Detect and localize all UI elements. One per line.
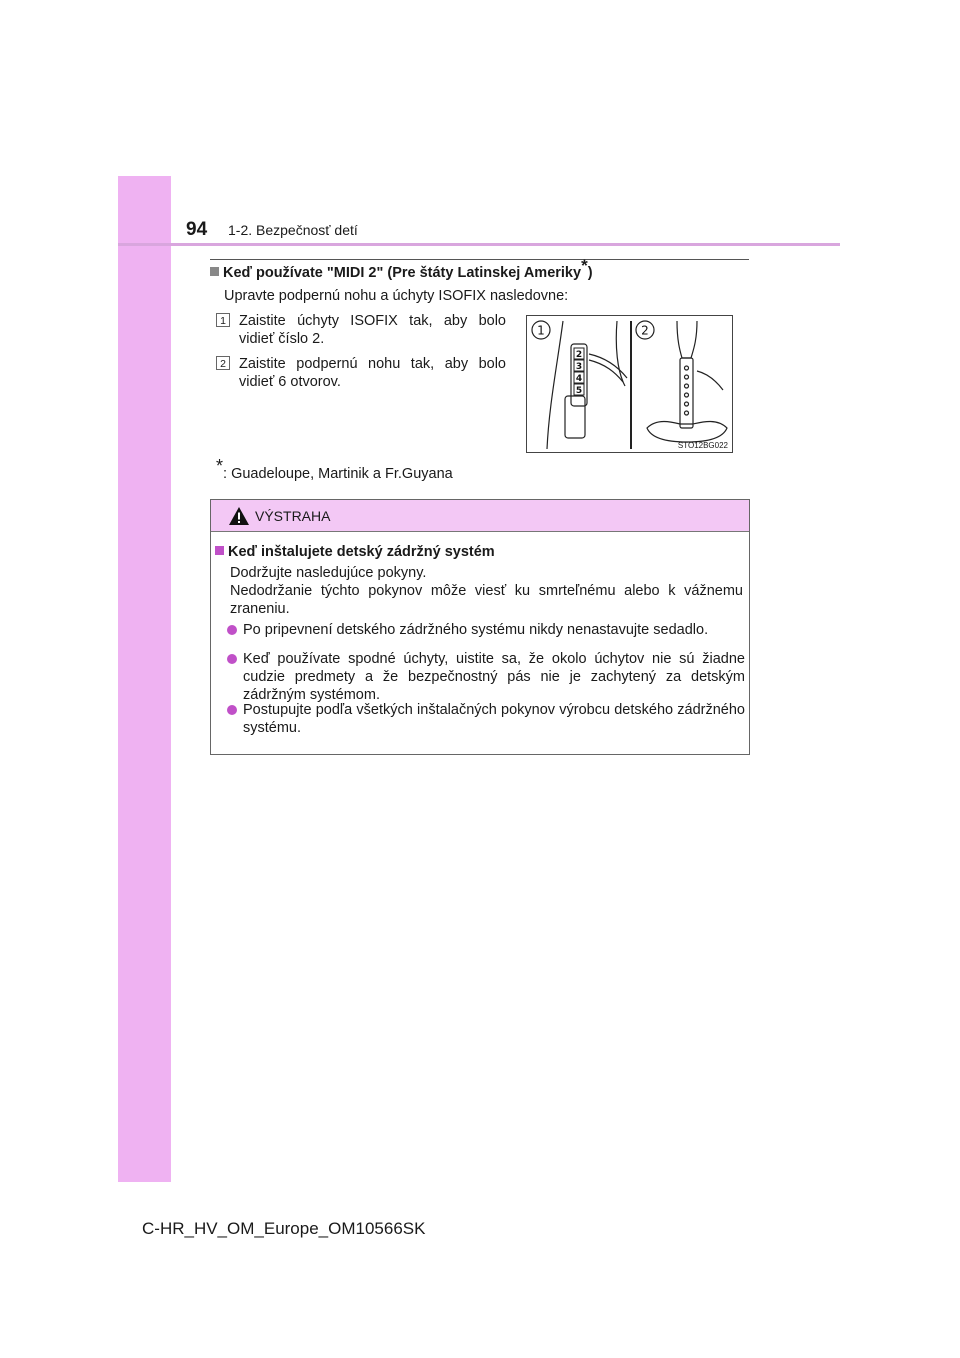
figure-code: STO12BG022 [677,441,728,450]
step-text: Zaistite podpernú nohu tak, aby bolo vidieť 6 otvorov. [239,356,506,390]
page-number: 94 [186,219,208,240]
step-number-badge: 2 [216,356,230,370]
warning-title: VÝSTRAHA [255,508,331,524]
warning-header [211,500,749,532]
square-bullet-icon [210,267,219,276]
figure-label-1: 1 [537,323,545,338]
midi-heading-close: ) [587,265,593,281]
warning-bullet [227,650,745,704]
bullet-text: Keď používate spodné úchyty, uistite sa, že okolo úchytov nie sú žiadne cudzie predmety a že bezpečnostný pás nie je zachytený za detským zádržným systémom. [243,651,745,703]
bullet-text: Po pripevnení detského zádržného systému nikdy nenastavujte sedadlo. [243,622,709,638]
step-1 [216,312,506,348]
header-rule [118,243,840,246]
square-bullet-icon [215,546,224,555]
isofix-illustration [527,316,734,454]
footnote-text: : Guadeloupe, Martinik a Fr.Guyana [223,466,453,482]
bullet-text: Postupujte podľa všetkých inštalačných pokynov výrobcu detského zádržného systému. [243,702,745,736]
warning-paragraph: Dodržujte nasledujúce pokyny. Nedodržanie týchto pokynov môže viesť ku smrteľnému alebo k vážnemu zraneniu. [230,565,743,617]
warning-bullet [227,701,745,737]
document-code: C-HR_HV_OM_Europe_OM10566SK [142,1219,426,1238]
warning-bullet [227,621,745,639]
isofix-figure [526,315,733,453]
sidebar-tab [118,176,171,1182]
warning-heading-text: Keď inštalujete detský zádržný systém [228,544,495,560]
midi-intro: Upravte podpernú nohu a úchyty ISOFIX nasledovne: [224,288,569,304]
midi-heading-asterisk: * [581,256,588,276]
step-2 [216,355,506,391]
warning-triangle-icon [228,506,250,526]
bullet-dot-icon [227,654,237,664]
scale-number: 2 [575,350,583,360]
scale-number: 3 [575,362,583,372]
footnote [216,456,453,482]
step-text: Zaistite úchyty ISOFIX tak, aby bolo vidieť číslo 2. [239,313,506,347]
midi-heading-text: Keď používate "MIDI 2" (Pre štáty Latinskej Ameriky [223,265,582,281]
midi-heading [210,256,593,281]
footnote-asterisk: * [216,456,224,477]
step-number-badge: 1 [216,313,230,327]
bullet-dot-icon [227,705,237,715]
warning-box [210,499,750,755]
figure-label-2: 2 [641,323,649,338]
section-title: 1-2. Bezpečnosť detí [228,222,358,238]
scale-number: 4 [575,374,583,384]
warning-heading [215,544,495,560]
bullet-dot-icon [227,625,237,635]
scale-number: 5 [575,386,583,396]
section-divider [210,259,749,260]
